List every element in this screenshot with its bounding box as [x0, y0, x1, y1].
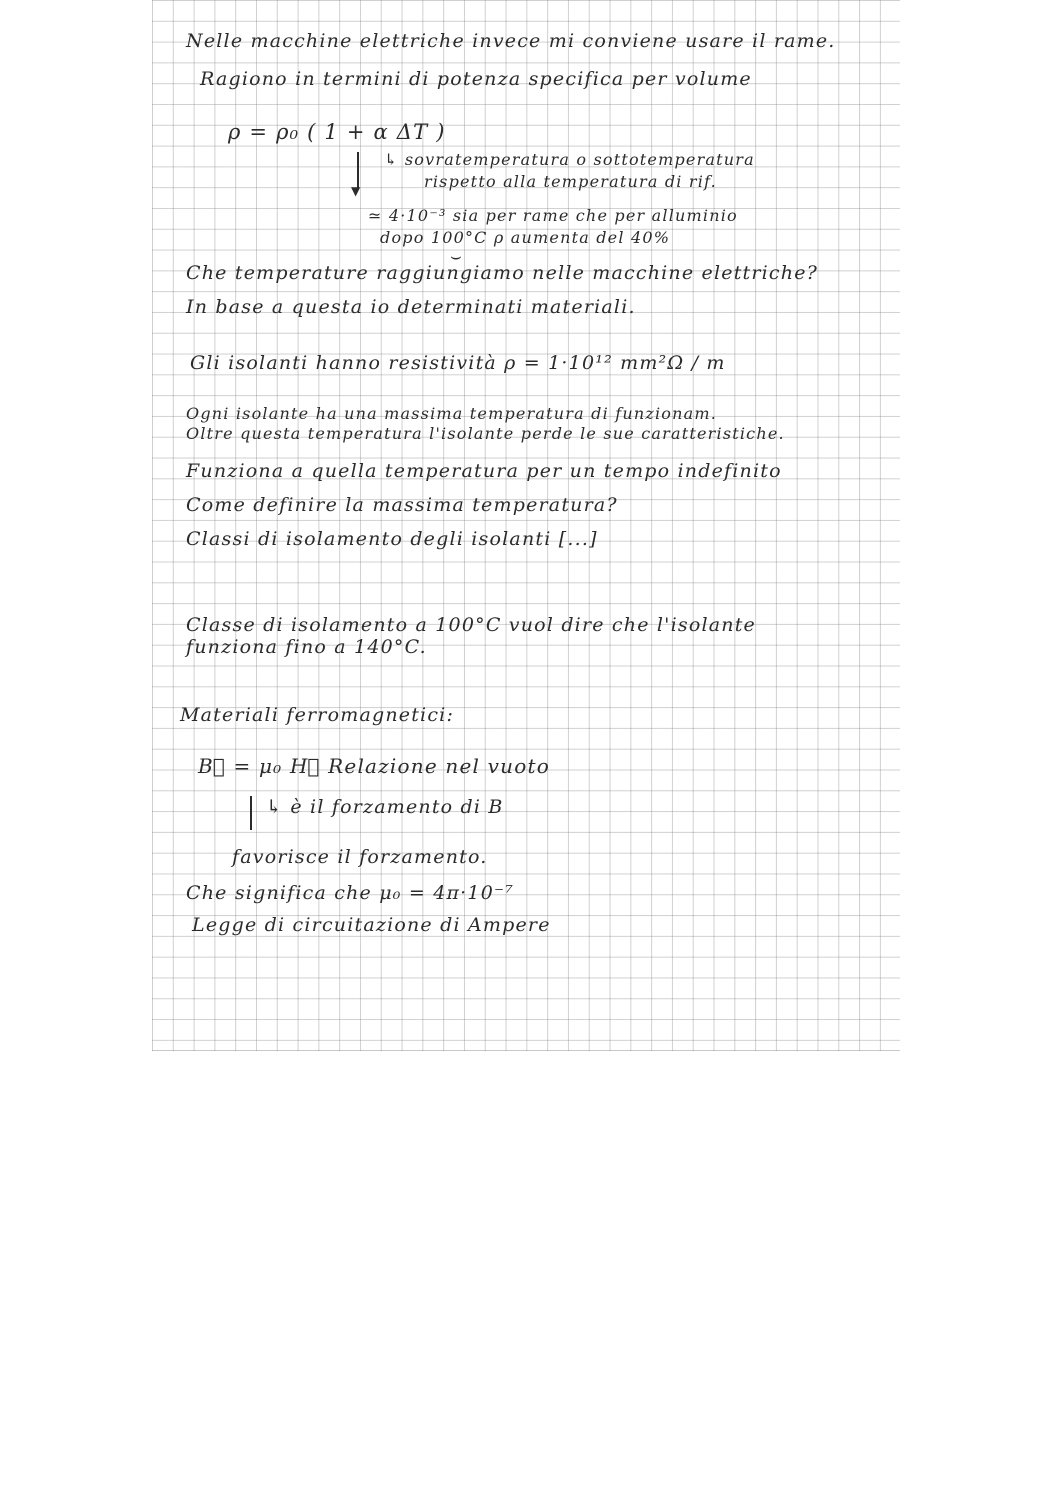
note-line-15: Classi di isolamento degli isolanti [...] — [186, 528, 598, 550]
note-line-11: Ogni isolante ha una massima temperatura di funzionam. — [186, 404, 718, 423]
note-line-1: Nelle macchine elettriche invece mi conviene usare il rame. — [186, 30, 836, 52]
note-line-7: dopo 100°C ρ aumenta del 40% — [380, 228, 671, 247]
note-line-18: Materiali ferromagnetici: — [180, 704, 455, 726]
note-line-21: favorisce il forzamento. — [232, 846, 488, 868]
note-line-14: Come definire la massima temperatura? — [186, 494, 618, 516]
note-line-13: Funziona a quella temperatura per un tempo indefinito — [186, 460, 782, 482]
note-line-2: Ragiono in termini di potenza specifica per volume — [200, 68, 752, 90]
note-line-5: rispetto alla temperatura di rif. — [424, 172, 717, 191]
note-line-8: Che temperature raggiungiamo nelle macchine elettriche? — [186, 262, 819, 284]
formula-resistivity: ρ = ρ₀ ( 1 + α ΔT ) — [228, 120, 446, 144]
note-line-17: funziona fino a 140°C. — [186, 636, 427, 658]
note-line-23: Legge di circuitazione di Ampere — [192, 914, 551, 936]
note-line-20: ↳ è il forzamento di B — [266, 796, 504, 818]
note-line-9: In base a questa io determinati materiali. — [186, 296, 636, 318]
note-line-4: ↳ sovratemperatura o sottotemperatura — [384, 150, 755, 169]
arrow-down-icon: ▼ — [351, 184, 361, 198]
note-line-6: ≃ 4·10⁻³ sia per rame che per alluminio — [368, 206, 738, 225]
brace-mark: ⌣ — [450, 246, 462, 267]
note-line-10: Gli isolanti hanno resistività ρ = 1·10¹² mm²Ω / m — [190, 352, 726, 374]
note-line-12: Oltre questa temperatura l'isolante perde le sue caratteristiche. — [186, 424, 785, 443]
note-line-16: Classe di isolamento a 100°C vuol dire che l'isolante — [186, 614, 756, 636]
note-line-22: Che significa che μ₀ = 4π·10⁻⁷ — [186, 882, 515, 904]
formula-b-field: B⃗ = μ₀ H⃗ Relazione nel vuoto — [198, 754, 550, 778]
arrow-line-2 — [250, 796, 252, 830]
